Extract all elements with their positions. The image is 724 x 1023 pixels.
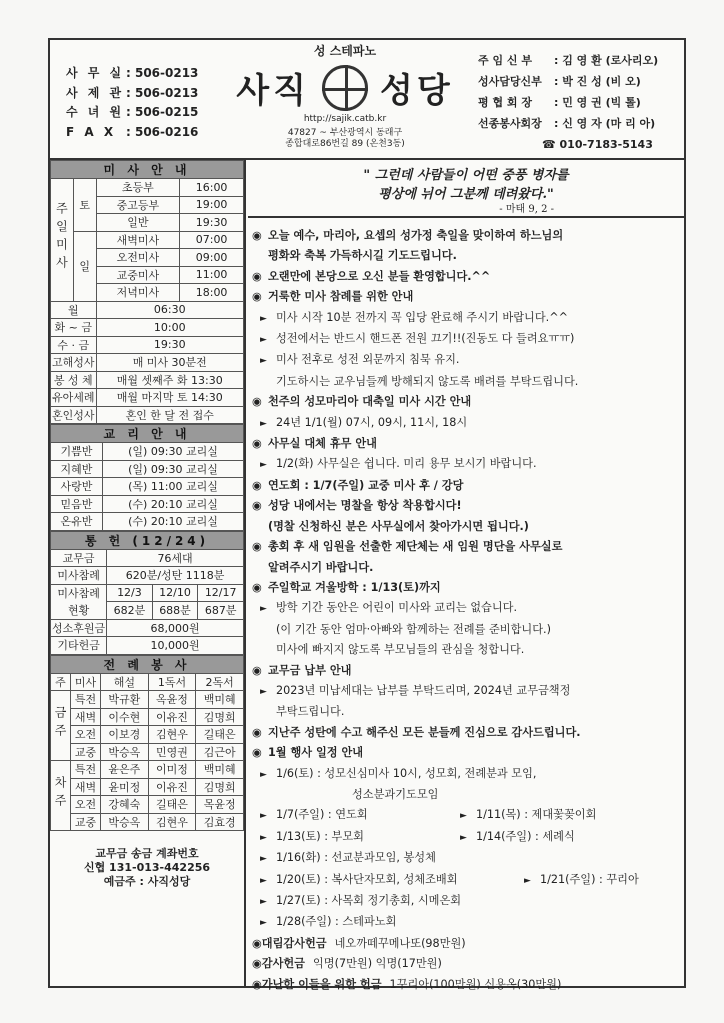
bullet-icon: ◉ (252, 290, 262, 304)
notice-heading: ◉ 주일학교 겨울방학 : 1/13(토)까지 (252, 578, 684, 598)
server-cell: 교중 (71, 813, 101, 831)
bullet-icon: ◉ (252, 437, 262, 451)
next-week-label: 차주 (53, 776, 67, 812)
bullet-icon: ◉ (252, 957, 262, 971)
bank-info (50, 831, 244, 889)
parish-address: 47827 ~ 부산광역시 동래구 종합대로86번길 89 (온천3동) (285, 128, 405, 149)
sunday-mass-label: 주일미사 (54, 202, 69, 275)
notice-heading: ◉ 연도회 : 1/7(주일) 교중 미사 후 / 강당 (252, 476, 684, 496)
bullet-icon: ◉ (252, 499, 262, 513)
notice-heading: ◉ 총회 후 새 임원을 선출한 제단체는 새 임원 명단을 사무실로 (252, 537, 684, 557)
schedule-item: ► 1/16(화) : 선교분과모임, 봉성체 (252, 848, 684, 869)
staff-council-president: 평 협 회 장 : 민 영 권 (빅 톨) (478, 96, 641, 109)
notice-heading: ◉ 사무실 대체 휴무 안내 (252, 434, 684, 454)
stat-value: 68,000원 (107, 619, 244, 637)
weekday-value: 19:30 (96, 336, 243, 354)
notice-item: ► 성전에서는 반드시 핸드폰 전원 끄기!!(진동도 다 들려요ㅠㅠ) (252, 329, 684, 350)
mass-name: 초등부 (96, 179, 180, 197)
bulletin-page (48, 38, 686, 991)
server-cell: 이수현 (101, 708, 149, 726)
arrow-icon: ► (260, 811, 267, 822)
mass-name: 일반 (96, 214, 180, 232)
notice-heading: ◉ 지난주 성탄에 수고 해주신 모든 분들께 진심으로 감사드립니다. (252, 723, 684, 743)
attendance-date: 12/10 (152, 584, 198, 602)
sunday-label: 일 (73, 231, 96, 301)
attendance-label: 미사참례 현황 (51, 584, 107, 619)
server-cell: 강혜숙 (101, 796, 149, 814)
mass-table (50, 160, 244, 424)
server-cell: 이유진 (148, 708, 196, 726)
servers-header: 미사 (71, 673, 101, 691)
class-name: 온유반 (51, 513, 103, 531)
mass-time: 18:00 (180, 284, 244, 302)
parish-title (210, 42, 480, 150)
server-cell: 특전 (71, 691, 101, 709)
server-cell: 김명희 (196, 778, 244, 796)
schedule-item: ► 1/27(토) : 사목회 정기총회, 시메온회 (252, 891, 684, 912)
left-column (50, 160, 246, 986)
stat-label: 미사참례 (51, 567, 107, 585)
bullet-icon: ◉ (252, 580, 262, 594)
parish-url[interactable]: http://sajik.catb.kr (303, 114, 387, 124)
class-time: (목) 11:00 교리실 (103, 478, 244, 496)
contact-office: 사 무 실 : 506-0213 (66, 66, 199, 80)
server-cell: 박승옥 (101, 813, 149, 831)
arrow-icon: ► (524, 875, 531, 886)
notice-item: ► 2023년 미납세대는 납부를 부탁드리며, 2024년 교무금책정 (252, 681, 684, 702)
server-cell: 김근아 (196, 743, 244, 761)
class-time: (수) 20:10 교리실 (103, 513, 244, 531)
mass-time: 19:30 (180, 214, 244, 232)
server-cell: 이미정 (148, 761, 196, 779)
schedule-item: ► 1/6(토) : 성모신심미사 10시, 성모회, 전례분과 모임, (252, 764, 684, 785)
arrow-icon: ► (260, 313, 267, 324)
stat-value: 10,000원 (107, 637, 244, 655)
stat-value: 620분/성탄 1118분 (107, 567, 244, 585)
stats-table (50, 531, 244, 655)
servers-header: 2독서 (196, 673, 244, 691)
stat-label: 교무금 (51, 549, 107, 567)
weekday-value: 10:00 (96, 319, 243, 337)
schedule-pair: ► 1/7(주일) : 연도회 ► 1/11(목) : 제대꽃꽂이회 (252, 805, 684, 826)
mass-name: 오전미사 (96, 249, 180, 267)
attendance-date: 12/17 (198, 584, 244, 602)
servers-header: 1독서 (148, 673, 196, 691)
server-cell: 김현우 (148, 813, 196, 831)
server-cell: 김효경 (196, 813, 244, 831)
weekday-value: 매 미사 30분전 (96, 354, 243, 372)
mass-name: 중고등부 (96, 196, 180, 214)
weekday-value: 매월 마지막 토 14:30 (96, 389, 243, 407)
mass-name: 저녁미사 (96, 284, 180, 302)
servers-table (50, 655, 244, 832)
staff-sacrament-priest: 성사담당신부 : 박 진 성 (비 오) (478, 75, 641, 88)
server-cell: 윤미정 (101, 778, 149, 796)
attendance-count: 682분 (107, 602, 153, 620)
scripture-quote: " 그런데 사람들이 어떤 중풍 병자를 평상에 뉘어 그분께 데려왔다." - 마태 9, 2 - (248, 160, 684, 218)
bulletin-header (50, 40, 684, 160)
class-time: (일) 09:30 교리실 (103, 443, 244, 461)
bullet-icon: ◉ (252, 395, 262, 409)
bullet-icon: ◉ (252, 269, 262, 283)
attendance-count: 688분 (152, 602, 198, 620)
notice-item: ► 미사 전후로 성전 외문까지 침묵 유지. (252, 350, 684, 371)
title-right: 성당 (380, 71, 454, 111)
this-week-label: 금주 (53, 706, 67, 742)
arrow-icon: ► (260, 356, 267, 367)
arrow-icon: ► (460, 811, 467, 822)
arrow-icon: ► (260, 832, 267, 843)
server-cell: 백미혜 (196, 691, 244, 709)
server-cell: 이보경 (101, 726, 149, 744)
arrow-icon: ► (260, 604, 267, 615)
arrow-icon: ► (260, 335, 267, 346)
mass-time: 19:00 (180, 196, 244, 214)
server-cell: 김명희 (196, 708, 244, 726)
contact-rectory: 사 제 관 : 506-0213 (66, 85, 199, 100)
title-left: 사직 (236, 71, 310, 111)
class-name: 믿음반 (51, 495, 103, 513)
arrow-icon: ► (260, 460, 267, 471)
class-name: 지혜반 (51, 460, 103, 478)
server-cell: 교중 (71, 743, 101, 761)
class-time: (일) 09:30 교리실 (103, 460, 244, 478)
class-name: 기쁨반 (51, 443, 103, 461)
quote-source: - 마태 9, 2 - (499, 204, 554, 215)
notice-heading: ◉ 성당 내에서는 명찰을 항상 착용합시다! (252, 496, 684, 516)
bullet-icon: ◉ (252, 936, 262, 950)
bullet-icon: ◉ (252, 746, 262, 760)
server-cell: 이유진 (148, 778, 196, 796)
donation-line: ◉대림감사헌금 네오까떼꾸메나또(98만원) (252, 936, 466, 950)
weekday-value: 06:30 (96, 301, 243, 319)
servers-header: 주 (51, 673, 71, 691)
weekday-label: 혼인성사 (51, 406, 97, 424)
server-cell: 옥윤정 (148, 691, 196, 709)
contact-convent: 수 녀 원 : 506-0215 (66, 105, 199, 119)
notice-heading: ◉ 거룩한 미사 참례를 위한 안내 (252, 287, 684, 307)
bullet-icon: ◉ (252, 663, 262, 677)
schedule-item: ► 1/28(주일) : 스테파노회 (252, 912, 684, 933)
notice-item: ► 24년 1/1(월) 07시, 09시, 11시, 18시 (252, 413, 684, 434)
stats-title: 통 헌 (12/24) (51, 531, 244, 549)
mass-time: 07:00 (180, 231, 244, 249)
stat-label: 기타헌금 (51, 637, 107, 655)
server-cell: 새벽 (71, 708, 101, 726)
server-cell: 오전 (71, 726, 101, 744)
notice-item: ► 1/2(화) 사무실은 쉽니다. 미리 용무 보시기 바랍니다. (252, 454, 684, 475)
donation-line: ◉가난한 이들을 위한 헌금 1꾸리아(100만원) 신용옥(30만원) (252, 977, 562, 991)
stat-label: 성소후원금 (51, 619, 107, 637)
arrow-icon: ► (260, 875, 267, 886)
schedule-pair: ► 1/13(토) : 부모회 ► 1/14(주일) : 세례식 (252, 827, 684, 848)
weekday-label: 고해성사 (51, 354, 97, 372)
weekday-value: 매월 셋째주 화 13:30 (96, 371, 243, 389)
attendance-count: 687분 (198, 602, 244, 620)
server-cell: 윤은주 (101, 761, 149, 779)
notice-heading: ◉ 오늘 예수, 마리아, 요셉의 성가정 축일을 맞이하여 하느님의 (252, 226, 684, 246)
server-cell: 김현우 (148, 726, 196, 744)
weekday-label: 수 · 금 (51, 336, 97, 354)
mass-title: 미 사 안 내 (51, 161, 244, 179)
server-cell: 길태은 (148, 796, 196, 814)
attendance-date: 12/3 (107, 584, 153, 602)
notice-heading: ◉ 오랜만에 본당으로 오신 분들 환영합니다.^^ (252, 267, 684, 287)
weekday-label: 봉 성 체 (51, 371, 97, 389)
bank-title: 교무금 송금 계좌번호 (95, 847, 199, 860)
weekday-label: 화 ~ 금 (51, 319, 97, 337)
mass-time: 11:00 (180, 266, 244, 284)
weekday-value: 혼인 한 달 전 접수 (96, 406, 243, 424)
bullet-icon: ◉ (252, 229, 262, 242)
server-cell: 목윤정 (196, 796, 244, 814)
server-cell: 백미혜 (196, 761, 244, 779)
parish-subtitle: 성 스테파노 (313, 44, 377, 58)
arrow-icon: ► (260, 854, 267, 865)
mass-time: 09:00 (180, 249, 244, 267)
mass-time: 16:00 (180, 179, 244, 197)
staff-list (478, 50, 658, 155)
school-table (50, 424, 244, 531)
server-cell: 길태은 (196, 726, 244, 744)
arrow-icon: ► (260, 918, 267, 929)
arrow-icon: ► (260, 686, 267, 697)
server-cell: 새벽 (71, 778, 101, 796)
notice-heading: ◉ 천주의 성모마리아 대축일 미사 시간 안내 (252, 392, 684, 412)
class-time: (수) 20:10 교리실 (103, 495, 244, 513)
contact-fax: F A X : 506-0216 (66, 124, 199, 139)
server-cell: 오전 (71, 796, 101, 814)
arrow-icon: ► (260, 897, 267, 907)
school-title: 교 리 안 내 (51, 425, 244, 443)
bullet-icon: ◉ (252, 977, 262, 991)
mass-name: 새벽미사 (96, 231, 180, 249)
server-cell: 특전 (71, 761, 101, 779)
notice-item: ► 미사 시작 10분 전까지 꼭 입당 완료해 주시기 바랍니다.^^ (252, 308, 684, 329)
parish-logo-icon (322, 65, 368, 111)
server-cell: 박규환 (101, 691, 149, 709)
bullet-icon: ◉ (252, 725, 262, 739)
notice-list: ◉ 오늘 예수, 마리아, 요셉의 성가정 축일을 맞이하여 하느님의 평화와 축복 가득하시길 기도드립니다. ◉ 오랜만에 본당으로 오신 분들 환영합니다.^^ ◉ 거룩한 미사 참례를 위한 안내 ► 미사 시작 10분 전까지 꼭 입당 완료해 주시기 바랍니다.^^ ► 성전에서는 반드시 핸드폰 전원 끄기!!(진동도 다 들려요ㅠㅠ) ► 미사 전후로 성전 외문까지 침묵 유지. 기도하시는 교우님들께 방해되지 않도록 배려를 부탁드립니다. ◉ 천주의 성모마리아 대축일 미사 시간 안내 ► 24년 1/1(월) 07시, 09시, 11시, 18시 ◉ 사무실 대체 휴무 안내 ► 1/2(화) 사무실은 쉽니다. 미리 용무 보시기 바랍니다. ◉ 연도회 : 1/7(주일) 교중 미사 후 / 강당 ◉ 성당 내에서는 명찰을 항상 착용합시다! (명찰 신청하신 분은 사무실에서 찾아가시면 됩니다.) ◉ 총회 후 새 임원을 선출한 제단체는 새 임원 명단을 사무실로 알려주시기 바랍니다. ◉ 주일학교 겨울방학 : 1/13(토)까지 ► 방학 기간 동안은 어린이 미사와 교리는 없습니다. (이 기간 동안 엄마·아빠와 함께하는 전례를 준비합니다.) 미사에 빠지지 않도록 부모님들의 관심을 청합니다. ◉ 교무금 납부 안내 ► 2023년 미납세대는 납부를 부탁드리며, 2024년 교무금책정 부탁드립니다. ◉ 지난주 성탄에 수고 해주신 모든 분들께 진심으로 감사드립니다. ◉ 1월 행사 일정 안내 ► 1/6(토) : 성모신심미사 10시, 성모회, 전례분과 모임, 성소분과기도모임 ► 1/7(주일) : 연도회 ► 1/11(목) : 제대꽃꽂이회 ► 1/13(토) : 부모회 ► 1/14(주일) : 세례식 ► 1/16(화) : 선교분과모임, 봉성체 ► 1/20(토) : 복사단자모회, 성체조배회 ► 1/21(주일) : 꾸리아 ► 1/27(토) : 사목회 정기총회, 시메온회 ► 1/28(주일) : 스테파노회 ◉대림감사헌금 네오까떼꾸메나또(98만원) ◉감사헌금 익명(7만원) 익명(17만원) ◉가난한 이들을 위한 헌금 1꾸리아(100만원) 신용옥(30만원) (248, 218, 684, 995)
arrow-icon: ► (460, 832, 467, 843)
class-name: 사랑반 (51, 478, 103, 496)
bank-account: 신협 131-013-442256 (83, 861, 211, 874)
arrow-icon: ► (260, 418, 267, 429)
arrow-icon: ► (260, 769, 267, 780)
staff-phone: ☎ 010-7183-5143 (542, 138, 653, 151)
notice-item: ► 방학 기간 동안은 어린이 미사와 교리는 없습니다. (252, 598, 684, 619)
staff-pastor: 주 임 신 부 : 김 영 환 (로사리오) (478, 54, 659, 67)
right-column (248, 160, 684, 991)
mass-name: 교중미사 (96, 266, 180, 284)
servers-header: 해설 (101, 673, 149, 691)
weekday-label: 유아세례 (51, 389, 97, 407)
servers-title: 전 례 봉 사 (51, 655, 244, 673)
saturday-label: 토 (73, 179, 96, 232)
donation-line: ◉감사헌금 익명(7만원) 익명(17만원) (252, 957, 442, 971)
notice-heading: ◉ 1월 행사 일정 안내 (252, 743, 684, 763)
contact-list (66, 64, 198, 142)
server-cell: 민영권 (148, 743, 196, 761)
staff-funeral-president: 선종봉사회장 : 신 영 자 (마 리 아) (478, 117, 656, 130)
schedule-pair: ► 1/20(토) : 복사단자모회, 성체조배회 ► 1/21(주일) : 꾸리아 (252, 870, 684, 891)
bank-holder: 예금주 : 사직성당 (103, 875, 191, 888)
weekday-label: 월 (51, 301, 97, 319)
bullet-icon: ◉ (252, 478, 262, 492)
bullet-icon: ◉ (252, 540, 262, 554)
stat-value: 76세대 (107, 549, 244, 567)
server-cell: 박승옥 (101, 743, 149, 761)
notice-heading: ◉ 교무금 납부 안내 (252, 661, 684, 681)
